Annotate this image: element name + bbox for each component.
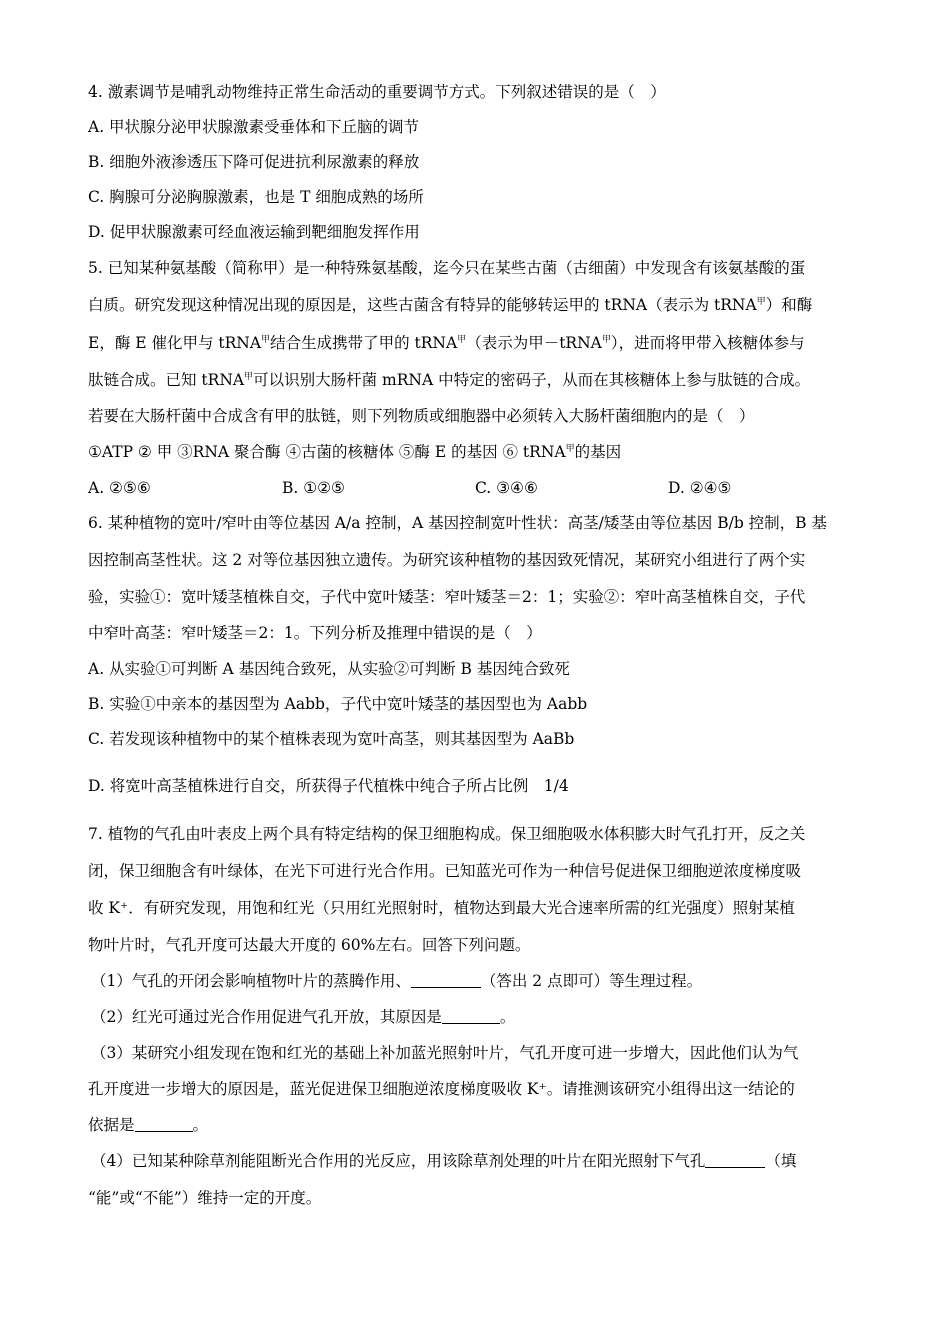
q7-sub-4-line-1 xyxy=(91,1150,871,1172)
q5-line-2-tail: ）和酶 xyxy=(765,296,813,314)
q7-sub-3-text: 依据是 xyxy=(88,1116,135,1134)
q5-line-4-part-1: 肽链合成。已知 tRNA xyxy=(88,371,245,389)
q7-line-1: 7. 植物的气孔由叶表皮上两个具有特定结构的保卫细胞构成。保卫细胞吸水体积膨大时气孔打开，反之关 xyxy=(88,825,806,843)
q5-line-3-part-3: （表示为甲－tRNA xyxy=(466,334,602,352)
q5-items-tail: 的基因 xyxy=(574,443,622,461)
q6-line-3: 验，实验①：宽叶矮茎植株自交，子代中宽叶矮茎：窄叶矮茎＝2：1；实验②：窄叶高茎植株自交，子代 xyxy=(88,588,806,606)
q4-option-d: D. 促甲状腺激素可经血液运输到靶细胞发挥作用 xyxy=(88,223,420,241)
q5-line-5: 若要在大肠杆菌中合成含有甲的肽链，则下列物质或细胞器中必须转入大肠杆菌细胞内的是（ ） xyxy=(88,407,755,425)
q7-sub-1 xyxy=(91,970,871,992)
q5-line-4-part-2: 可以识别大肠杆菌 mRNA 中特定的密码子，从而在其核糖体上参与肽链的合成。 xyxy=(253,371,811,389)
q7-sub-4-text: （4）已知某种除草剂能阻断光合作用的光反应，用该除草剂处理的叶片在阳光照射下气孔 xyxy=(91,1152,706,1170)
q7-sub-2-text: （2）红光可通过光合作用促进气孔开放，其原因是 xyxy=(91,1008,442,1026)
q7-sub-1-tail: （答出 2 点即可）等生理过程。 xyxy=(480,972,703,990)
q6-option-d: D. 将宽叶高茎植株进行自交，所获得子代植株中纯合子所占比例 1/4 xyxy=(88,777,569,795)
q5-line-2-text: 白质。研究发现这种情况出现的原因是，这些古菌含有特异的能够转运甲的 tRNA（表示为 tRNA xyxy=(88,296,757,314)
q7-sub-3-line-3 xyxy=(88,1114,868,1136)
q7-sub-3-line-2: 孔开度进一步增大的原因是，蓝光促进保卫细胞逆浓度梯度吸收 K⁺。请推测该研究小组得出这一结论的 xyxy=(88,1080,795,1098)
q5-line-2 xyxy=(88,294,868,316)
q5-line-3 xyxy=(88,332,868,354)
q7-line-2: 闭，保卫细胞含有叶绿体，在光下可进行光合作用。已知蓝光可作为一种信号促进保卫细胞逆浓度梯度吸 xyxy=(88,862,802,880)
q7-line-4: 物叶片时，气孔开度可达最大开度的 60%左右。回答下列问题。 xyxy=(88,936,531,954)
q5-line-1: 5. 已知某种氨基酸（简称甲）是一种特殊氨基酸，迄今只在某些古菌（古细菌）中发现含有该氨基酸的蛋 xyxy=(88,259,806,277)
q7-sub-4-line-2: “能”或“不能”）维持一定的开度。 xyxy=(88,1189,322,1207)
q7-line-3: 收 K⁺．有研究发现，用饱和红光（只用红光照射时，植物达到最大光合速率所需的红光强度）照射某植 xyxy=(88,899,795,917)
q7-sub-2-tail: 。 xyxy=(499,1008,516,1026)
superscript-jia: 甲 xyxy=(756,297,766,307)
superscript-jia: 甲 xyxy=(457,335,467,345)
q5-option-d: D. ②④⑤ xyxy=(668,479,732,497)
q4-option-c: C. 胸腺可分泌胸腺激素，也是 T 细胞成熟的场所 xyxy=(88,188,424,206)
q7-sub-4-tail: （填 xyxy=(765,1152,797,1170)
answer-blank-1[interactable] xyxy=(411,973,481,988)
q5-line-3-part-4: ），进而将甲带入核糖体参与 xyxy=(610,334,805,352)
q4-stem: 4. 激素调节是哺乳动物维持正常生命活动的重要调节方式。下列叙述错误的是（ ） xyxy=(88,83,666,101)
q5-line-3-part-1: E，酶 E 催化甲与 tRNA xyxy=(88,334,262,352)
answer-blank-2[interactable] xyxy=(442,1009,500,1024)
q6-line-1: 6. 某种植物的宽叶/窄叶由等位基因 A/a 控制，A 基因控制宽叶性状：高茎/矮茎由等位基因 B/b 控制，B 基 xyxy=(88,514,828,532)
q6-option-b: B. 实验①中亲本的基因型为 Aabb，子代中宽叶矮茎的基因型也为 Aabb xyxy=(88,695,588,713)
q5-option-b: B. ①②⑤ xyxy=(282,479,345,497)
q5-option-c: C. ③④⑥ xyxy=(475,479,538,497)
q5-line-4 xyxy=(88,369,868,391)
q5-option-a: A. ②⑤⑥ xyxy=(88,479,151,497)
q7-sub-3-tail: 。 xyxy=(192,1116,209,1134)
superscript-jia: 甲 xyxy=(261,335,271,345)
q6-line-4: 中窄叶高茎：窄叶矮茎＝2：1。下列分析及推理中错误的是（ ） xyxy=(88,624,542,642)
superscript-jia: 甲 xyxy=(601,335,611,345)
q7-sub-3-line-1: （3）某研究小组发现在饱和红光的基础上补加蓝光照射叶片，气孔开度可进一步增大，因此他们认为气 xyxy=(91,1044,799,1062)
q6-option-a: A. 从实验①可判断 A 基因纯合致死，从实验②可判断 B 基因纯合致死 xyxy=(88,660,570,678)
q5-items-text: ①ATP ② 甲 ③RNA 聚合酶 ④古菌的核糖体 ⑤酶 E 的基因 ⑥ tRNA xyxy=(88,443,566,461)
superscript-jia: 甲 xyxy=(244,372,254,382)
answer-blank-3[interactable] xyxy=(135,1117,193,1132)
q5-line-3-part-2: 结合生成携带了甲的 tRNA xyxy=(270,334,458,352)
q6-option-c: C. 若发现该种植物中的某个植株表现为宽叶高茎，则其基因型为 AaBb xyxy=(88,730,575,748)
q7-sub-2 xyxy=(91,1006,871,1028)
answer-blank-4[interactable] xyxy=(705,1153,765,1168)
q4-option-a: A. 甲状腺分泌甲状腺激素受垂体和下丘脑的调节 xyxy=(88,118,420,136)
q6-line-2: 因控制高茎性状。这 2 对等位基因独立遗传。为研究该种植物的基因致死情况，某研究小组进行了两个实 xyxy=(88,551,806,569)
q5-items xyxy=(88,441,868,463)
superscript-jia: 甲 xyxy=(565,444,575,454)
q4-option-b: B. 细胞外液渗透压下降可促进抗利尿激素的释放 xyxy=(88,153,420,171)
q7-sub-1-text: （1）气孔的开闭会影响植物叶片的蒸腾作用、 xyxy=(91,972,411,990)
